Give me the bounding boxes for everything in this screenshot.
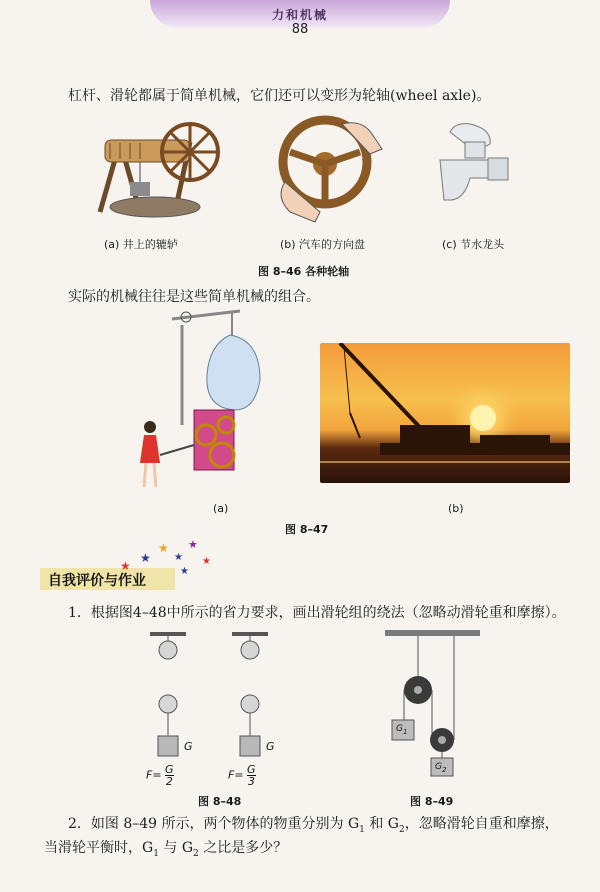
section-title: 自我评价与作业 bbox=[48, 573, 146, 589]
caption-8-47b: (b) bbox=[448, 502, 464, 515]
caption-8-47a: (a) bbox=[213, 502, 229, 515]
load-label-right: G bbox=[266, 740, 275, 753]
svg-text:★: ★ bbox=[180, 566, 189, 577]
svg-text:★: ★ bbox=[158, 541, 169, 555]
question-2-sub-2: 2 bbox=[399, 824, 405, 835]
question-2-line-2 bbox=[44, 838, 584, 864]
caption-8-46a: (a) 井上的辘轳 bbox=[104, 238, 178, 251]
formula-1 bbox=[146, 764, 174, 787]
caption-8-46c: (c) 节水龙头 bbox=[442, 238, 505, 251]
svg-text:★: ★ bbox=[140, 551, 151, 565]
question-2-text-c: ，忽略滑轮自重和摩擦， bbox=[404, 816, 559, 832]
well-windlass-illustration bbox=[100, 124, 218, 217]
stars-decoration bbox=[110, 530, 220, 580]
formula-1-prefix: F= bbox=[146, 768, 162, 782]
formula-2-den: 3 bbox=[247, 775, 255, 788]
g2-label bbox=[435, 762, 446, 774]
question-2-text-a: 2．如图 8–49 所示，两个物体的物重分别为 G bbox=[68, 816, 360, 832]
fig-8-48-pulley-diagrams bbox=[140, 632, 300, 772]
svg-text:★: ★ bbox=[120, 559, 131, 573]
question-2-sub-1: 1 bbox=[359, 824, 365, 835]
fig-8-49-title: 图 8–49 bbox=[410, 795, 454, 808]
svg-text:★: ★ bbox=[202, 556, 211, 567]
chapter-title: 力和机械 bbox=[271, 8, 328, 22]
formula-2 bbox=[228, 764, 256, 787]
question-2-sub-3: 1 bbox=[153, 848, 159, 859]
page-number: 88 bbox=[291, 22, 309, 37]
formula-2-prefix: F= bbox=[228, 768, 244, 782]
formula-1-num: G bbox=[165, 763, 174, 776]
question-1: 1．根据图4–48中所示的省力要求，画出滑轮组的绕法（忽略动滑轮重和摩擦）。 bbox=[68, 605, 566, 621]
combo-paragraph: 实际的机械往往是这些简单机械的组合。 bbox=[68, 289, 320, 305]
svg-text:★: ★ bbox=[188, 538, 198, 551]
question-2-sub-4: 2 bbox=[193, 848, 199, 859]
fig-8-48-title: 图 8–48 bbox=[198, 795, 242, 808]
question-2-text-f: 之比是多少？ bbox=[198, 840, 288, 856]
faucet-illustration bbox=[440, 124, 508, 200]
svg-text:★: ★ bbox=[174, 552, 183, 563]
fig-8-46-title: 图 8–46 各种轮轴 bbox=[258, 265, 350, 278]
g1-subscript: 1 bbox=[402, 727, 408, 736]
fig-8-46-illustrations bbox=[80, 112, 560, 232]
g2-symbol: G bbox=[435, 762, 442, 772]
question-2-line-1 bbox=[68, 814, 588, 840]
fig-8-49-pulley-diagram bbox=[380, 630, 490, 780]
fig-8-47a-machine-illustration bbox=[130, 305, 280, 500]
crane-silhouette bbox=[320, 343, 570, 483]
intro-paragraph: 杠杆、滑轮都属于简单机械，它们还可以变形为轮轴(wheel axle)。 bbox=[68, 88, 491, 104]
steering-wheel-illustration bbox=[281, 120, 382, 222]
fig-8-47-title: 图 8–47 bbox=[285, 523, 329, 536]
load-label-left: G bbox=[184, 740, 193, 753]
g2-subscript: 2 bbox=[441, 765, 447, 774]
formula-1-den: 2 bbox=[165, 775, 173, 788]
question-2-text-e: 与 G bbox=[158, 840, 194, 856]
g1-label bbox=[396, 724, 407, 736]
g1-symbol: G bbox=[396, 724, 403, 734]
question-2-text-d: 当滑轮平衡时，G bbox=[44, 840, 154, 856]
formula-2-num: G bbox=[247, 763, 256, 776]
caption-8-46b: (b) 汽车的方向盘 bbox=[280, 238, 366, 251]
question-2-text-b: 和 G bbox=[364, 816, 399, 832]
